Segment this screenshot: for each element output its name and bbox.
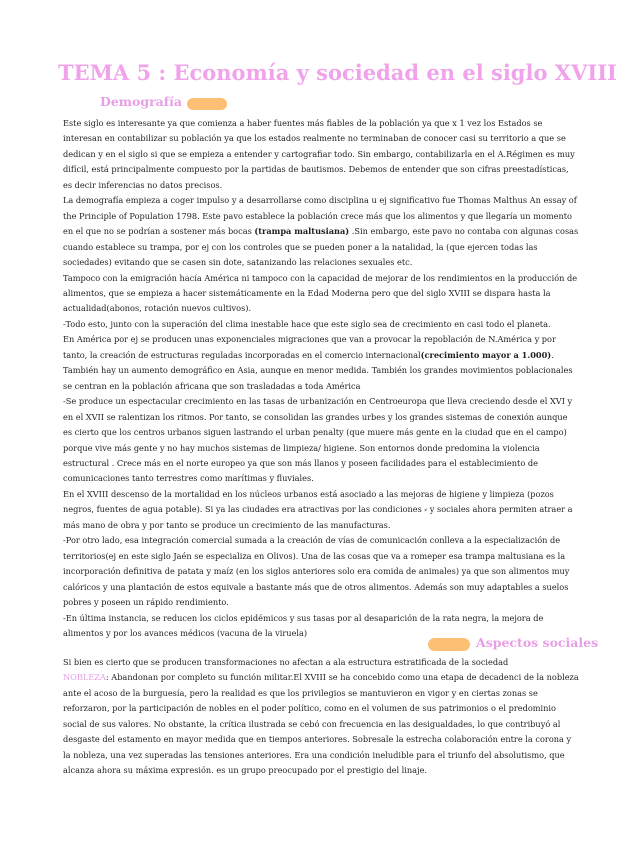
aspectos-sociales-heading: Aspectos sociales bbox=[476, 635, 599, 650]
nobleza-paragraph: NOBLEZA: Abandonan por completo su función militar.El XVIII se ha concebido como una etapa de decadenci de la nobleza ante el acoso de la burguesía, pero la realidad es que los privilegios se mantuvieron en vigor y en ciertas zonas se reforzaron, por la participación de nobles en el poder político, como en el volumen de sus patrimonios o el predominio social de sus valores. No obstante, la crítica ilustrada se cebó con frecuencia en las desigualdades, lo que contribuyó al desgaste del estamento en mayor medida que en tiempos anteriores. Sobresale la estrecha colaboración entre la corona y la nobleza, una vez superadas las tensiones anteriores. Era una condición ineludible para el triunfo del absolutismo, que alcanza ahora su máxima expresión. es un grupo preocupado por el prestigio del linaje. bbox=[63, 672, 579, 776]
paragraph-2: La demografía empieza a coger impulso y a desarrollarse como disciplina u ej significativo fue Thomas Malthus An essay of the Principle of Population 1798. Este pavo establece la población crece más que los alimentos y que llegaría un momento en el que no se podrían a sostener más bocas (trampa maltusiana) .Sin embargo, este pavo no contaba con algunas cosas cuando establece su trampa, por ej con los controles que se pueden poner a la natalidad, la (que ejercen todas las sociedades) evitando que se casen sin dote, satanizando las relaciones sexuales etc. bbox=[63, 195, 579, 268]
paragraph-7: En el XVIII descenso de la mortalidad en los núcleos urbanos está asociado a las mejoras de higiene y limpieza (pozos negros, fuentes de agua potable). Si ya las ciudades era atractivas por las condiciones ⸗ y sociales ahora permiten atraer a más mano de obra y por tanto se produce un crecimiento de las manufacturas. bbox=[63, 488, 573, 530]
demografia-text bbox=[63, 116, 579, 641]
paragraph-5: En América por ej se producen unas exponenciales migraciones que van a provocar la repoblación de N.América y por tanto, la creación de estructuras reguladas incorporadas en el comercio internacional(crecimiento mayor a 1.000). También hay un aumento demográfico en Asia, aunque en menor medida. También los grandes movimientos poblacionales se centran en la población africana que son trasladadas a toda América bbox=[63, 334, 573, 391]
paragraph-8: -Por otro lado, esa integración comercial sumada a la creación de vías de comunicación conlleva a la especialización de territorios(ej en este siglo Jaén se especializa en Olivos). Una de las cosas que va a romeper esa trampa maltusiana es la incorporación definitiva de patata y maíz (en los siglos anteriores solo era comida de animales) ya que son alimentos muy calóricos y una plantación de estos equivale a bastante más que de otros alimentos. Además son muy adaptables a suelos pobres y poseen un rápido rendimiento. bbox=[63, 535, 570, 608]
demografia-heading: Demografía bbox=[100, 94, 183, 109]
nobleza-label: NOBLEZA bbox=[63, 672, 106, 683]
paragraph-9: -En última instancia, se reducen los ciclos epidémicos y sus tasas por al desaparición de la rata negra, la mejora de alimentos y por los avances médicos (vacuna de la viruela) bbox=[63, 612, 544, 638]
paragraph-1: Este siglo es interesante ya que comienza a haber fuentes más fiables de la población ya que x 1 vez los Estados se interesan en contabilizar su población ya que los estados realmente no terminaban de conocer casi su territorio a que se dedican y en el siglo si que se empieza a entender y cartografiar todo. Sin embargo, contabilizarla en el A.Régimen es muy difícil, está principalmente compuesto por la partidas de bautismos. Debemos de entender que son cifras preestadísticas, es decir inferencias no datos precisos. bbox=[63, 118, 575, 190]
paragraph-4: -Todo esto, junto con la superación del clima inestable hace que este siglo sea de crecimiento en casi todo el planeta. bbox=[63, 318, 551, 329]
paragraph-3: Tampoco con la emigración hacía América ni tampoco con la capacidad de mejorar de los rendimientos en la producción de alimentos, que se empieza a hacer sistemáticamente en la Edad Moderna pero que del siglo XVIII se dispara hasta la actualidad(abonos, rotación nuevos cultivos). bbox=[63, 272, 578, 314]
paragraph-6: -Se produce un espectacular crecimiento en las tasas de urbanización en Centroeuropa que lleva creciendo desde el XVI y en el XVII se ralentizan los ritmos. Por tanto, se consolidan las grandes urbes y los grandes sistemas de conexión aunque es cierto que los centros urbanos siguen lastrando el urban penalty (que muere más gente en la ciudad que en el campo) porque vive más gente y no hay muchos sistemas de limpieza/ higiene. Son entornos donde predomina la violencia estructural . Crece más en el norte europeo ya que son más llanos y poseen facilidades para el establecimiento de comunicaciones tanto terrestres como marítimas y fluviales. bbox=[63, 396, 573, 484]
aspectos-intro: Si bien es cierto que se producen transformaciones no afectan a ala estructura estratificada de la sociedad bbox=[63, 657, 509, 667]
bold-crecimiento: (crecimiento mayor a 1.000) bbox=[420, 349, 552, 360]
aspectos-text bbox=[63, 655, 579, 779]
page-title: TEMA 5 : Economía y sociedad en el siglo XVIII bbox=[58, 60, 617, 85]
highlight-mark-demografia bbox=[187, 98, 227, 110]
bold-trampa-maltusiana: (trampa maltusiana) bbox=[254, 226, 350, 237]
highlight-mark-aspectos bbox=[428, 638, 470, 651]
